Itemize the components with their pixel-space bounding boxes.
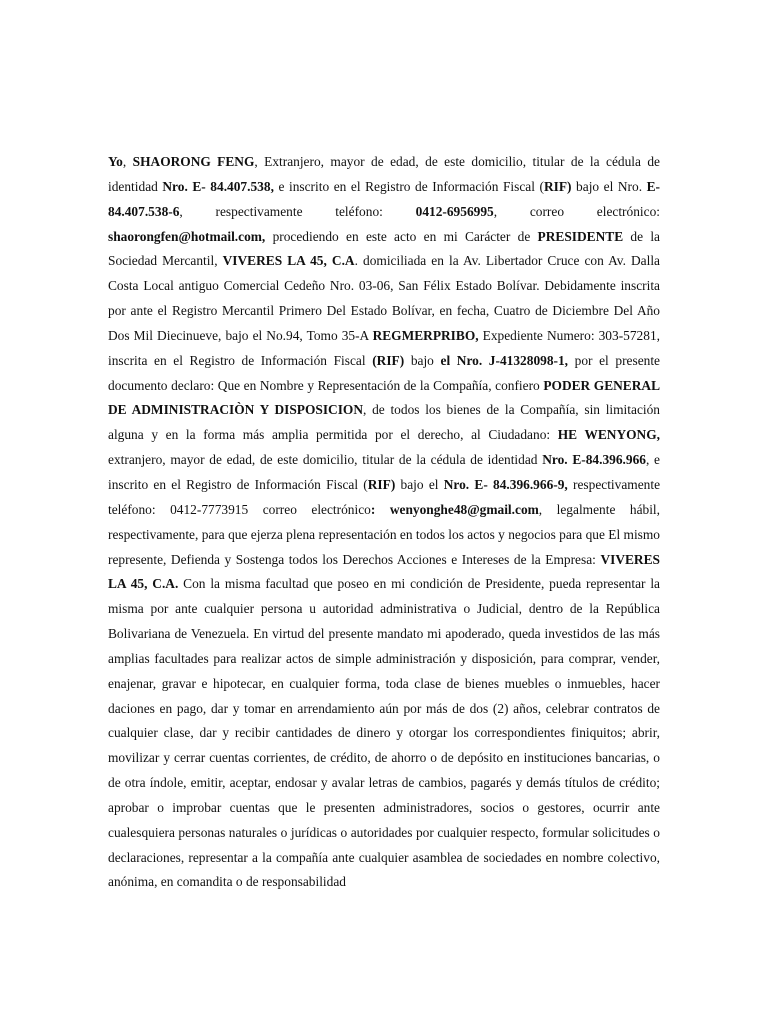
- text-run: , de todos los bienes de la Compañía, sin limitación alguna y en la forma más amplia permitida por el derecho, al Ciudadano:: [108, 402, 660, 443]
- document-body-paragraph: [108, 150, 660, 895]
- text-run: Expediente Numero: 303-57281, inscrita en el Registro de Información Fiscal: [108, 327, 660, 368]
- bold-text-run: RIF): [543, 178, 572, 194]
- bold-text-run: RIF): [367, 476, 396, 492]
- text-run: de la Sociedad Mercantil,: [108, 228, 660, 269]
- bold-text-run: VIVERES LA 45, C.A.: [108, 551, 660, 592]
- text-run: . domiciliada en la Av. Libertador Cruce con Av. Dalla Costa Local antiguo Comercial Cedeño Nro. 03-06, San Félix Estado Bolívar. Debidamente inscrita por ante el Registro Mercantil Primero Del Estado Bolívar, en fecha, Cuatro de Diciembre Del Año Dos Mil Diecinueve, bajo el No.94, Tomo 35-A: [108, 253, 661, 343]
- bold-text-run: PRESIDENTE: [537, 228, 624, 244]
- text-run: extranjero, mayor de edad, de este domicilio, titular de la cédula de identidad: [108, 452, 543, 468]
- text-run: , correo electrónico:: [493, 203, 660, 219]
- text-run: bajo el: [395, 476, 444, 492]
- text-run: por el presente documento declaro: Que en Nombre y Representación de la Compañía, confiero: [108, 352, 661, 393]
- bold-text-run: : wenyonghe48@gmail.com: [370, 501, 539, 517]
- bold-text-run: el Nro. J-41328098-1,: [440, 352, 569, 368]
- bold-text-run: Nro. E- 84.396.966-9,: [443, 476, 568, 492]
- text-run: , Extranjero, mayor de edad, de este domicilio, titular de la cédula de identidad: [108, 154, 660, 194]
- bold-text-run: shaorongfen@hotmail.com,: [108, 228, 266, 244]
- text-run: , respectivamente teléfono:: [179, 203, 416, 219]
- text-run: procediendo en este acto en mi Carácter de: [265, 228, 538, 244]
- bold-text-run: Nro. E- 84.407.538,: [162, 178, 274, 194]
- text-run: bajo: [404, 352, 441, 368]
- text-run: Con la misma facultad que poseo en mi condición de Presidente, pueda representar la misma por ante cualquier persona u autoridad administrativa o Judicial, dentro de la República Bolivariana de Venezuela. En virtud del presente mandato mi apoderado, queda investidos de las más amplias facultades para realizar actos de simple administración y disposición, para comprar, vender, enajenar, gravar e hipotecar, en cualquier forma, toda clase de bienes muebles o inmuebles, hacer daciones en pago, dar y tomar en arrendamiento aún por más de dos (2) años, celebrar contratos de cualquier clase, dar y recibir cantidades de dinero y otorgar los correspondientes finiquitos; abrir, movilizar y cerrar cuentas corrientes, de crédito, de ahorro o de depósito en instituciones bancarias, o de otra índole, emitir, aceptar, endosar y avalar letras de cambios, pagarés y demás títulos de crédito; aprobar o improbar cuentas que le presenten administradores, socios o gestores, ocurrir ante cualesquiera personas naturales o jurídicas o autoridades por cualquier respecto, formular solicitudes o declaraciones, representar a la compañía ante cualquier asamblea de sociedades en nombre colectivo, anónima, en comandita o de responsabilidad: [108, 576, 660, 890]
- text-run: bajo el Nro.: [571, 178, 647, 194]
- bold-text-run: HE WENYONG,: [557, 427, 660, 443]
- bold-text-run: Yo: [108, 154, 123, 169]
- text-run: , e inscrito en el Registro de Información Fiscal (: [108, 452, 661, 492]
- bold-text-run: E- 84.407.538-6: [108, 178, 660, 219]
- bold-text-run: REGMERPRIBO,: [372, 327, 479, 343]
- text-run: , legalmente hábil, respectivamente, para que ejerza plena representación en todos los actos y negocios para que El mismo represente, Defienda y Sostenga todos los Derechos Acciones e Intereses de la Empresa:: [108, 501, 661, 567]
- bold-text-run: SHAORONG FENG: [132, 154, 255, 169]
- bold-text-run: PODER GENERAL DE ADMINISTRACIÒN Y DISPOSICION: [108, 377, 661, 418]
- text-run: e inscrito en el Registro de Información Fiscal (: [273, 178, 544, 194]
- bold-text-run: Nro. E-84.396.966: [542, 452, 646, 468]
- bold-text-run: VIVERES LA 45, C.A: [222, 253, 355, 269]
- bold-text-run: 0412-6956995: [415, 203, 494, 219]
- bold-text-run: (RIF): [372, 352, 405, 368]
- text-run: respectivamente teléfono: 0412-7773915 correo electrónico: [108, 476, 661, 517]
- text-run: ,: [122, 154, 133, 169]
